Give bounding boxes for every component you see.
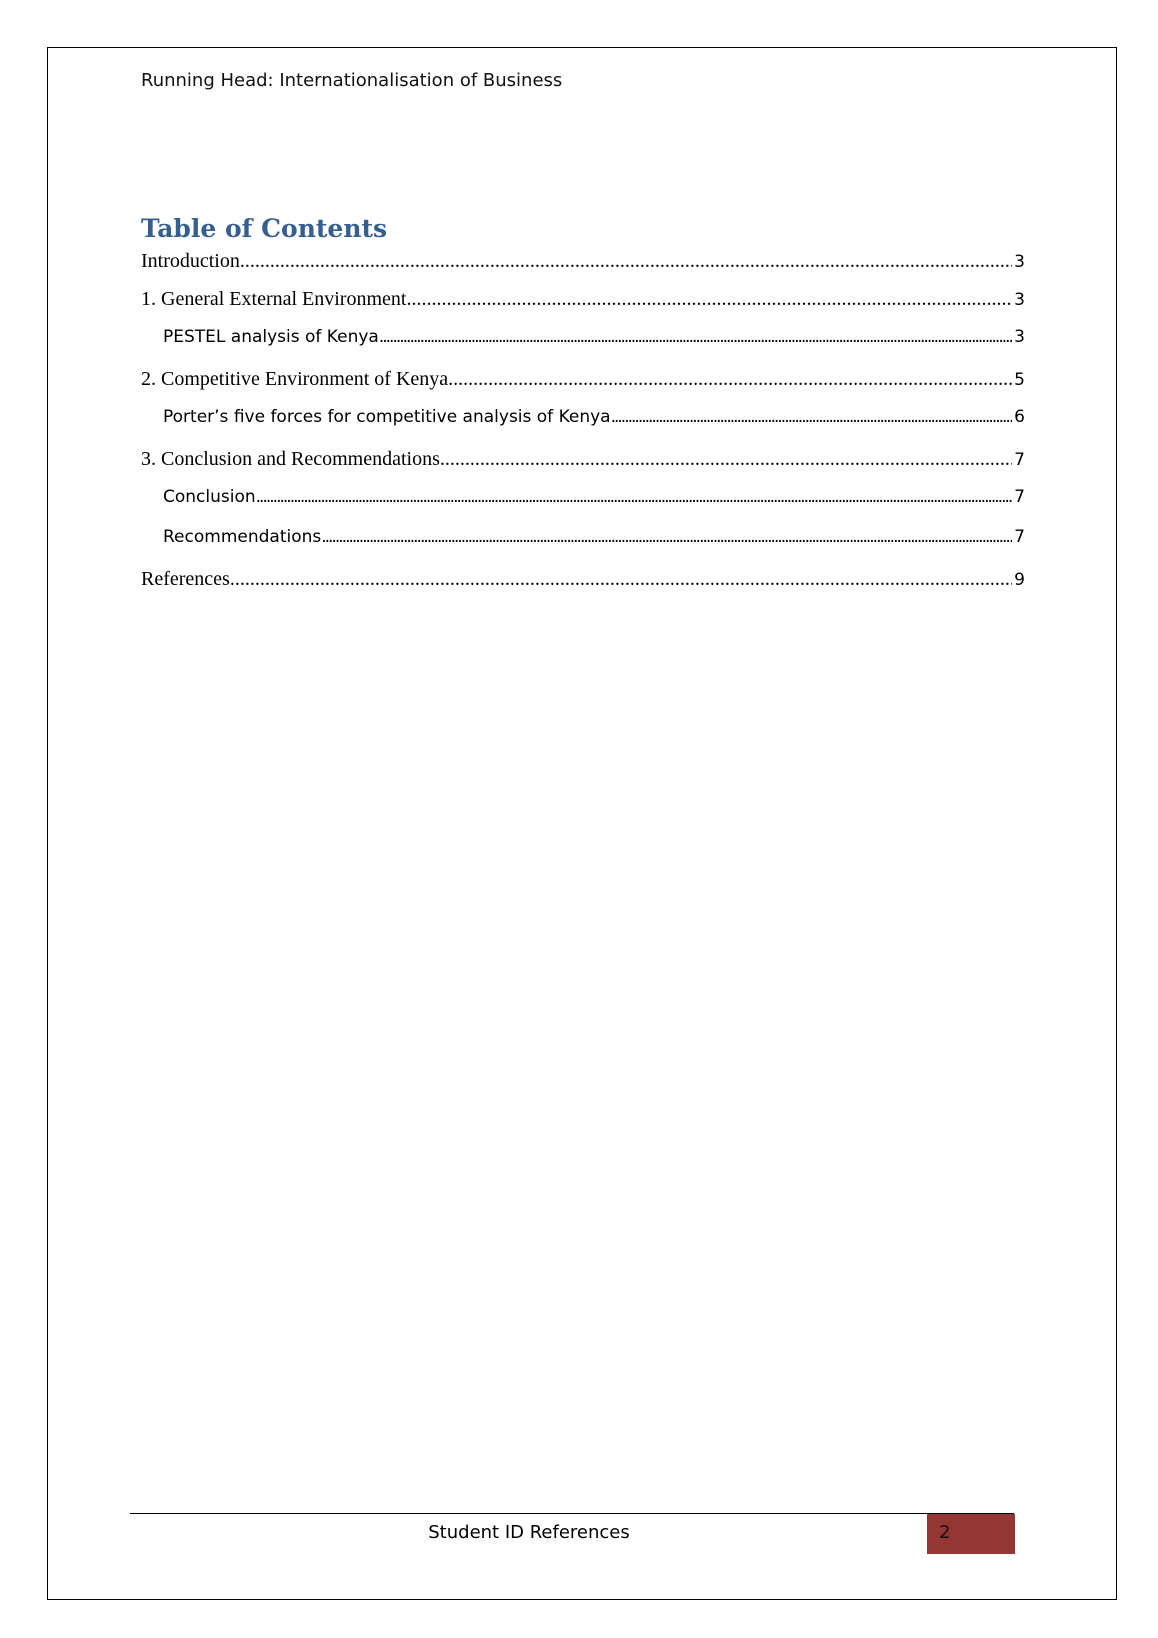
toc-dot-leader <box>611 407 1013 427</box>
toc-entry-page: 5 <box>1014 370 1025 390</box>
toc-dot-leader <box>321 527 1012 547</box>
toc-entry-page: 3 <box>1014 290 1025 310</box>
toc-entry-label: Recommendations <box>163 527 322 547</box>
toc-dot-leader <box>240 250 1012 273</box>
toc-entry-page: 3 <box>1014 252 1025 272</box>
page-number-box <box>927 1514 1015 1554</box>
toc-entry-page: 9 <box>1014 570 1025 590</box>
toc-entry-pestel-analysis[interactable] <box>141 327 1025 357</box>
toc-entry-page: 6 <box>1014 407 1025 427</box>
toc-entry-label: 3. Conclusion and Recommendations <box>141 448 440 470</box>
toc-dot-leader <box>256 487 1013 507</box>
footer-text: Student ID References <box>428 1522 630 1543</box>
toc-entry-conclusion-and-recommendations[interactable] <box>141 448 1025 478</box>
toc-dot-leader <box>379 327 1012 347</box>
running-head: Running Head: Internationalisation of Business <box>141 70 563 91</box>
toc-dot-leader <box>230 568 1012 591</box>
toc-dot-leader <box>440 448 1012 471</box>
toc-entry-competitive-environment[interactable] <box>141 368 1025 398</box>
toc-dot-leader <box>406 288 1012 311</box>
toc-dot-leader <box>448 368 1012 391</box>
footer-rule <box>130 1513 1014 1514</box>
toc-entry-page: 7 <box>1014 450 1025 470</box>
toc-entry-page: 3 <box>1014 327 1025 347</box>
toc-entry-label: 1. General External Environment <box>141 288 407 310</box>
toc-entry-conclusion[interactable] <box>141 487 1025 517</box>
toc-entry-label: PESTEL analysis of Kenya <box>163 327 379 347</box>
toc-entry-general-external-environment[interactable] <box>141 288 1025 318</box>
toc-entry-page: 7 <box>1014 527 1025 547</box>
toc-entry-page: 7 <box>1014 487 1025 507</box>
toc-entry-label: References <box>141 568 230 590</box>
toc-entry-label: Conclusion <box>163 487 256 507</box>
toc-entry-label: 2. Competitive Environment of Kenya <box>141 368 449 390</box>
toc-entry-label: Porter’s five forces for competitive analysis of Kenya <box>163 407 611 427</box>
toc-entry-introduction[interactable] <box>141 250 1025 280</box>
toc-entry-porters-five-forces[interactable] <box>141 407 1025 437</box>
toc-entry-recommendations[interactable] <box>141 527 1025 557</box>
page-number: 2 <box>939 1522 951 1543</box>
toc-title: Table of Contents <box>141 214 388 243</box>
toc-entry-label: Introduction <box>141 250 240 272</box>
toc-entry-references[interactable] <box>141 568 1025 598</box>
